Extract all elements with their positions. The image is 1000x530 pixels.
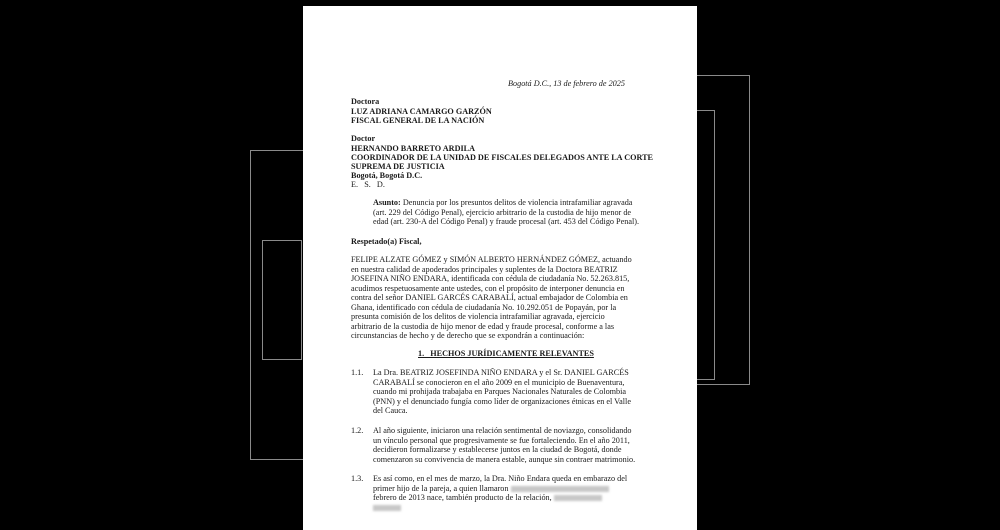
intro-line-5: contra del señor DANIEL GARCÉS CARABALÍ, actual embajador de Colombia en: [351, 293, 628, 302]
recipient1-name: LUZ ADRIANA CAMARGO GARZÓN: [351, 107, 492, 116]
item-1-1-line-4: (PNN) y el denunciado fungía como líder de organizaciones étnicas en el Valle: [373, 397, 631, 406]
recipient2-esd: E. S. D.: [351, 180, 385, 189]
decorative-frame-left-2: [262, 240, 302, 360]
intro-line-7: presunta comisión de los delitos de violencia intrafamiliar agravada, ejercicio: [351, 312, 605, 321]
item-1-1-line-5: del Cauca.: [373, 406, 408, 415]
item-1-3-line-3: [373, 493, 602, 503]
item-1-3-line-4: [373, 503, 401, 513]
intro-line-8: arbitrario de la custodia de hijo menor de edad y fraude procesal, conforme a las: [351, 322, 615, 331]
asunto-line3: edad (art. 230-A del Código Penal) y fraude procesal (art. 453 del Código Penal).: [373, 217, 640, 226]
recipient2-title: Doctor: [351, 134, 376, 143]
item-1-3-line-3-text: febrero de 2013 nace, también producto de la relación,: [373, 493, 552, 502]
recipient2-role-line1: COORDINADOR DE LA UNIDAD DE FISCALES DELEGADOS ANTE LA CORTE: [351, 153, 654, 162]
redacted-name-3: [373, 505, 401, 511]
section-heading: 1. HECHOS JURÍDICAMENTE RELEVANTES: [418, 349, 594, 358]
recipient1-role: FISCAL GENERAL DE LA NACIÓN: [351, 116, 485, 125]
item-1-3-number: 1.3.: [351, 474, 364, 483]
intro-line-1: FELIPE ALZATE GÓMEZ y SIMÓN ALBERTO HERNÁNDEZ GÓMEZ, actuando: [351, 255, 632, 264]
redacted-name-1: [511, 486, 609, 492]
item-1-2-line-2: un vínculo personal que progresivamente se fue fortaleciendo. En el año 2011,: [373, 436, 630, 445]
recipient2-name: HERNANDO BARRETO ARDILA: [351, 144, 476, 153]
item-1-2-number: 1.2.: [351, 426, 364, 435]
item-1-2-line-3: decidieron formalizarse y establecerse juntos en la ciudad de Bogotá, donde: [373, 445, 622, 454]
intro-line-2: en nuestra calidad de apoderados principales y suplentes de la Doctora BEATRIZ: [351, 265, 618, 274]
recipient2-role-line2: SUPREMA DE JUSTICIA: [351, 162, 445, 171]
asunto-label: Asunto:: [373, 198, 401, 207]
item-1-1-number: 1.1.: [351, 368, 364, 377]
redacted-name-2: [554, 495, 602, 501]
item-1-1-line-1: La Dra. BEATRIZ JOSEFINDA NIÑO ENDARA y el Sr. DANIEL GARCÉS: [373, 368, 629, 377]
intro-line-9: circunstancias de hecho y de derecho que se expondrán a continuación:: [351, 331, 585, 340]
intro-line-3: JOSEFINA NIÑO ENDARA, identificada con cédula de ciudadanía No. 52.263.815,: [351, 274, 630, 283]
intro-line-4: acudimos respetuosamente ante ustedes, con el propósito de interponer denuncia en: [351, 284, 625, 293]
asunto-line2: (art. 229 del Código Penal), ejercicio arbitrario de la custodia de hijo menor de: [373, 208, 632, 217]
asunto-text-1: Denuncia por los presuntos delitos de violencia intrafamiliar agravada: [400, 198, 633, 207]
item-1-2-line-1: Al año siguiente, iniciaron una relación sentimental de noviazgo, consolidando: [373, 426, 632, 435]
decorative-frame-right-2: [695, 110, 715, 380]
salutation: Respetado(a) Fiscal,: [351, 237, 422, 246]
item-1-2-line-4: comenzaron su convivencia de manera estable, aunque sin contraer matrimonio.: [373, 455, 636, 464]
document-page: [303, 6, 697, 530]
item-1-3-line-2-text: primer hijo de la pareja, a quien llamaron: [373, 484, 509, 493]
item-1-3-line-1: Es así como, en el mes de marzo, la Dra. Niño Endara queda en embarazo del: [373, 474, 628, 483]
item-1-1-line-3: cuando mi prohijada trabajaba en Parques Nacionales Naturales de Colombia: [373, 387, 627, 396]
letter-date: Bogotá D.C., 13 de febrero de 2025: [508, 79, 625, 88]
intro-line-6: Ghana, identificado con cédula de ciudadanía No. 10.292.051 de Popayán, por la: [351, 303, 617, 312]
recipient2-city: Bogotá, Bogotá D.C.: [351, 171, 423, 180]
item-1-1-line-2: CARABALÍ se conocieron en el año 2009 en el municipio de Buenaventura,: [373, 378, 625, 387]
recipient1-title: Doctora: [351, 97, 380, 106]
asunto-line1: [373, 198, 632, 208]
